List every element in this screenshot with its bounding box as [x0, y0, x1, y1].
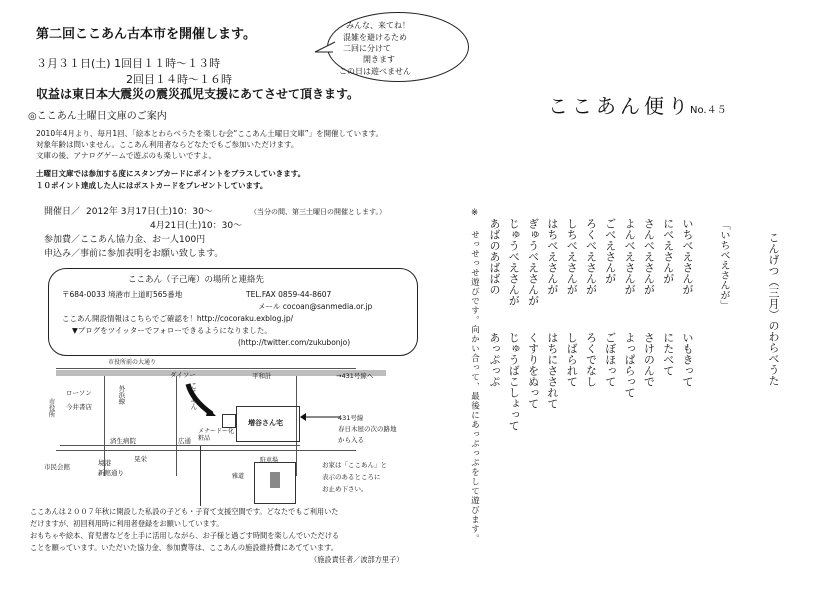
lyric-line-b: くすりをぬって — [526, 332, 540, 409]
lyric-line-b: にたべて — [661, 332, 675, 376]
address-postal: 〒684-0033 境港市上道町565番地 — [62, 290, 183, 299]
footer-line-1: ここあんは２００７年秋に開設した私設の子ども・子育て支援空間です。どなたでもご利用いた — [30, 507, 339, 516]
bubble-line-3: 二回に分けて — [343, 44, 391, 53]
lyric-line-a: ぎゅうべえさんが — [526, 218, 540, 306]
footer-line-3: おもちゃや絵本、育児書などを上手に活用しながら、お子様と過ごす時間を楽しんでいただける — [30, 531, 340, 540]
stamp-note-1: 土曜日文庫では参加する度にスタンプカードにポイントをプラスしていきます。 — [36, 169, 306, 178]
map-oshirase-2: 表示のあるところに — [322, 473, 381, 481]
lyric-line-a: あばのあばばの — [488, 218, 501, 295]
address-twitter: ▼ブログをツイッターでフォローできるようになりました。 — [72, 326, 272, 335]
lyric-line-b: じゅうばこしょって — [507, 332, 521, 431]
map-sinkan: 新館通り — [98, 469, 124, 477]
bunko-para-2: 対象年齢は問いません。ここあん利用者ならどなたでもご参加いただけます。 — [36, 140, 299, 149]
map-saisei: 済生病院 — [110, 437, 136, 445]
donation-note: 収益は東日本大震災の震災孤児支援にあてさせて頂きます。 — [36, 87, 360, 101]
address-twitter-url: (http://twitter.com/zukubonjo) — [238, 338, 351, 347]
schedule-note: （当分の間、第三土曜日の開催とします。） — [250, 208, 386, 216]
arrow-icon — [182, 380, 222, 420]
event-title: 第二回ここあん古本市を開催します。 — [36, 27, 256, 42]
map-to431: →431号線へ — [336, 372, 374, 380]
footer-signature: （施設責任者／波部方里子） — [310, 555, 404, 564]
parking-marker — [270, 472, 280, 488]
lyric-line-a: じゅうべえさんが — [507, 218, 521, 306]
map-bottom-block — [200, 446, 255, 506]
newsletter-number: No.４５ — [690, 105, 727, 116]
map-route431-3: から入る — [338, 436, 364, 444]
bunko-heading: ◎ここあん土曜日文庫のご案内 — [28, 111, 167, 122]
map-masutani: 増谷さん宅 — [248, 419, 283, 427]
lyric-line-b: よっぱらって — [623, 332, 637, 398]
event-date-1: ３月３１日(土) 1回目１１時〜１３時 — [36, 57, 221, 70]
map-shimin: 市民会館 — [44, 463, 70, 471]
lyric-line-b: いもきって — [681, 332, 694, 387]
schedule-date-1: 2012年 3月17日(土)10：30〜 — [86, 207, 213, 217]
arrow-right-icon — [300, 410, 340, 424]
map-hiromichi: 広通 — [178, 437, 191, 445]
schedule-date-2: 4月21日(土)10：30〜 — [150, 221, 243, 231]
map-sakaiminato: 境港 — [98, 459, 111, 467]
lyric-line-b: あっぷっぷ — [488, 332, 501, 387]
lyric-line-b: ろくでなし — [584, 332, 598, 387]
lyric-line-b: しばられて — [565, 332, 579, 387]
map-kanpo: 雅道 — [232, 473, 245, 480]
map-shiyakusho: 市役所 — [47, 398, 56, 418]
warabe-song-title: 「いちべえさんが」 — [718, 220, 729, 310]
map-cocoan-label: ここあん — [190, 382, 198, 410]
bubble-tail-icon — [313, 40, 337, 56]
lyric-line-a: よんべえさんが — [623, 218, 637, 295]
warabe-note: ※ せっせっせ遊びです。向かい合って、最後にあっぷっぷをして遊びます。 — [469, 208, 480, 544]
address-mail: メール cocoan@sanmedia.or.jp — [258, 302, 373, 311]
bunko-para-1: 2010年4月より、毎月1回、「絵本とわらべうたを楽しむ会“ここあん土曜日文庫”」を開催しています。 — [36, 129, 384, 138]
bubble-line-5: この日は遊べません — [339, 67, 411, 76]
map-oshirase-3: お止め下さい。 — [322, 485, 368, 493]
event-date-2: 2回目１４時〜１６時 — [126, 73, 232, 86]
bunko-para-3: 文庫の後、アナログゲームで遊ぶのも楽しいですよ。 — [36, 151, 216, 160]
schedule-label: 開催日／ — [44, 207, 81, 217]
map-mesnado: メナードー化粧品 — [198, 428, 235, 443]
lyric-line-a: にべえさんが — [661, 218, 675, 284]
map-imai: 今井書店 — [66, 403, 92, 411]
map-heiwa: 平和計 — [252, 372, 272, 380]
lyric-line-a: ごべえさんが — [603, 218, 617, 284]
map-route431: 431号線 — [338, 414, 364, 422]
lyric-line-a: さんべえさんが — [642, 218, 656, 295]
map-oshirase-1: お家は「ここあん」と — [322, 461, 387, 469]
cocoan-building — [222, 414, 236, 428]
map-sotohama: 外浜線 — [117, 385, 126, 405]
lyric-line-b: ごぼほって — [603, 332, 617, 387]
newsletter-title: ここあん便り — [548, 94, 692, 118]
map-lawson: ローソン — [66, 389, 92, 397]
address-title: ここあん（子己庵）の場所と連絡先 — [128, 275, 265, 285]
schedule-fee: 参加費／ここあん協力金、お一人100円 — [44, 235, 206, 245]
address-blog: ここあん開設情報はこちらでご確認を！http://cocoraku.exblog.jp/ — [62, 314, 294, 323]
map-route431-2: 春日木屋の次の路地 — [338, 425, 397, 433]
address-telfax: TEL.FAX 0859-44-8607 — [246, 290, 332, 299]
map-road-vertical-2 — [176, 376, 177, 476]
lyric-line-a: しちべえさんが — [565, 218, 579, 295]
lyric-line-a: ろくべえさんが — [584, 218, 598, 295]
map-kourin: 晃栄 — [134, 455, 147, 463]
map-parking: 駐車場 — [260, 457, 279, 464]
lyric-line-b: はちにさされて — [545, 332, 559, 409]
map-road-line — [56, 368, 356, 369]
map-daiei: ダイソー — [170, 371, 196, 379]
warabe-intro: こんげつ（三月）のわらべうた — [767, 232, 780, 386]
footer-line-4: ことを願っています。いただいた協力金、参加費等は、ここあんの施設維持費にあてています。 — [30, 543, 338, 552]
map-sidewalk — [60, 445, 300, 446]
bubble-line-2: 混雑を避けるため — [343, 33, 407, 42]
footer-line-2: だけますが、初回利用時に利用者登録をお願いしています。 — [30, 519, 224, 528]
lyric-line-a: いちべえさんが — [681, 218, 694, 295]
map-road-top-label: 市役所前の大通り — [108, 359, 157, 366]
bubble-line-1: みんな、来てね！ — [346, 21, 410, 30]
schedule-apply: 申込み／事前に参加表明をお願い致します。 — [44, 249, 224, 259]
bubble-line-4: 開きます — [363, 55, 395, 64]
stamp-note-2: １０ポイント達成した人にはポストカードをプレゼントしています。 — [36, 181, 268, 190]
lyric-line-a: はちべえさんが — [545, 218, 559, 295]
lyric-line-b: さけのんで — [642, 332, 656, 387]
